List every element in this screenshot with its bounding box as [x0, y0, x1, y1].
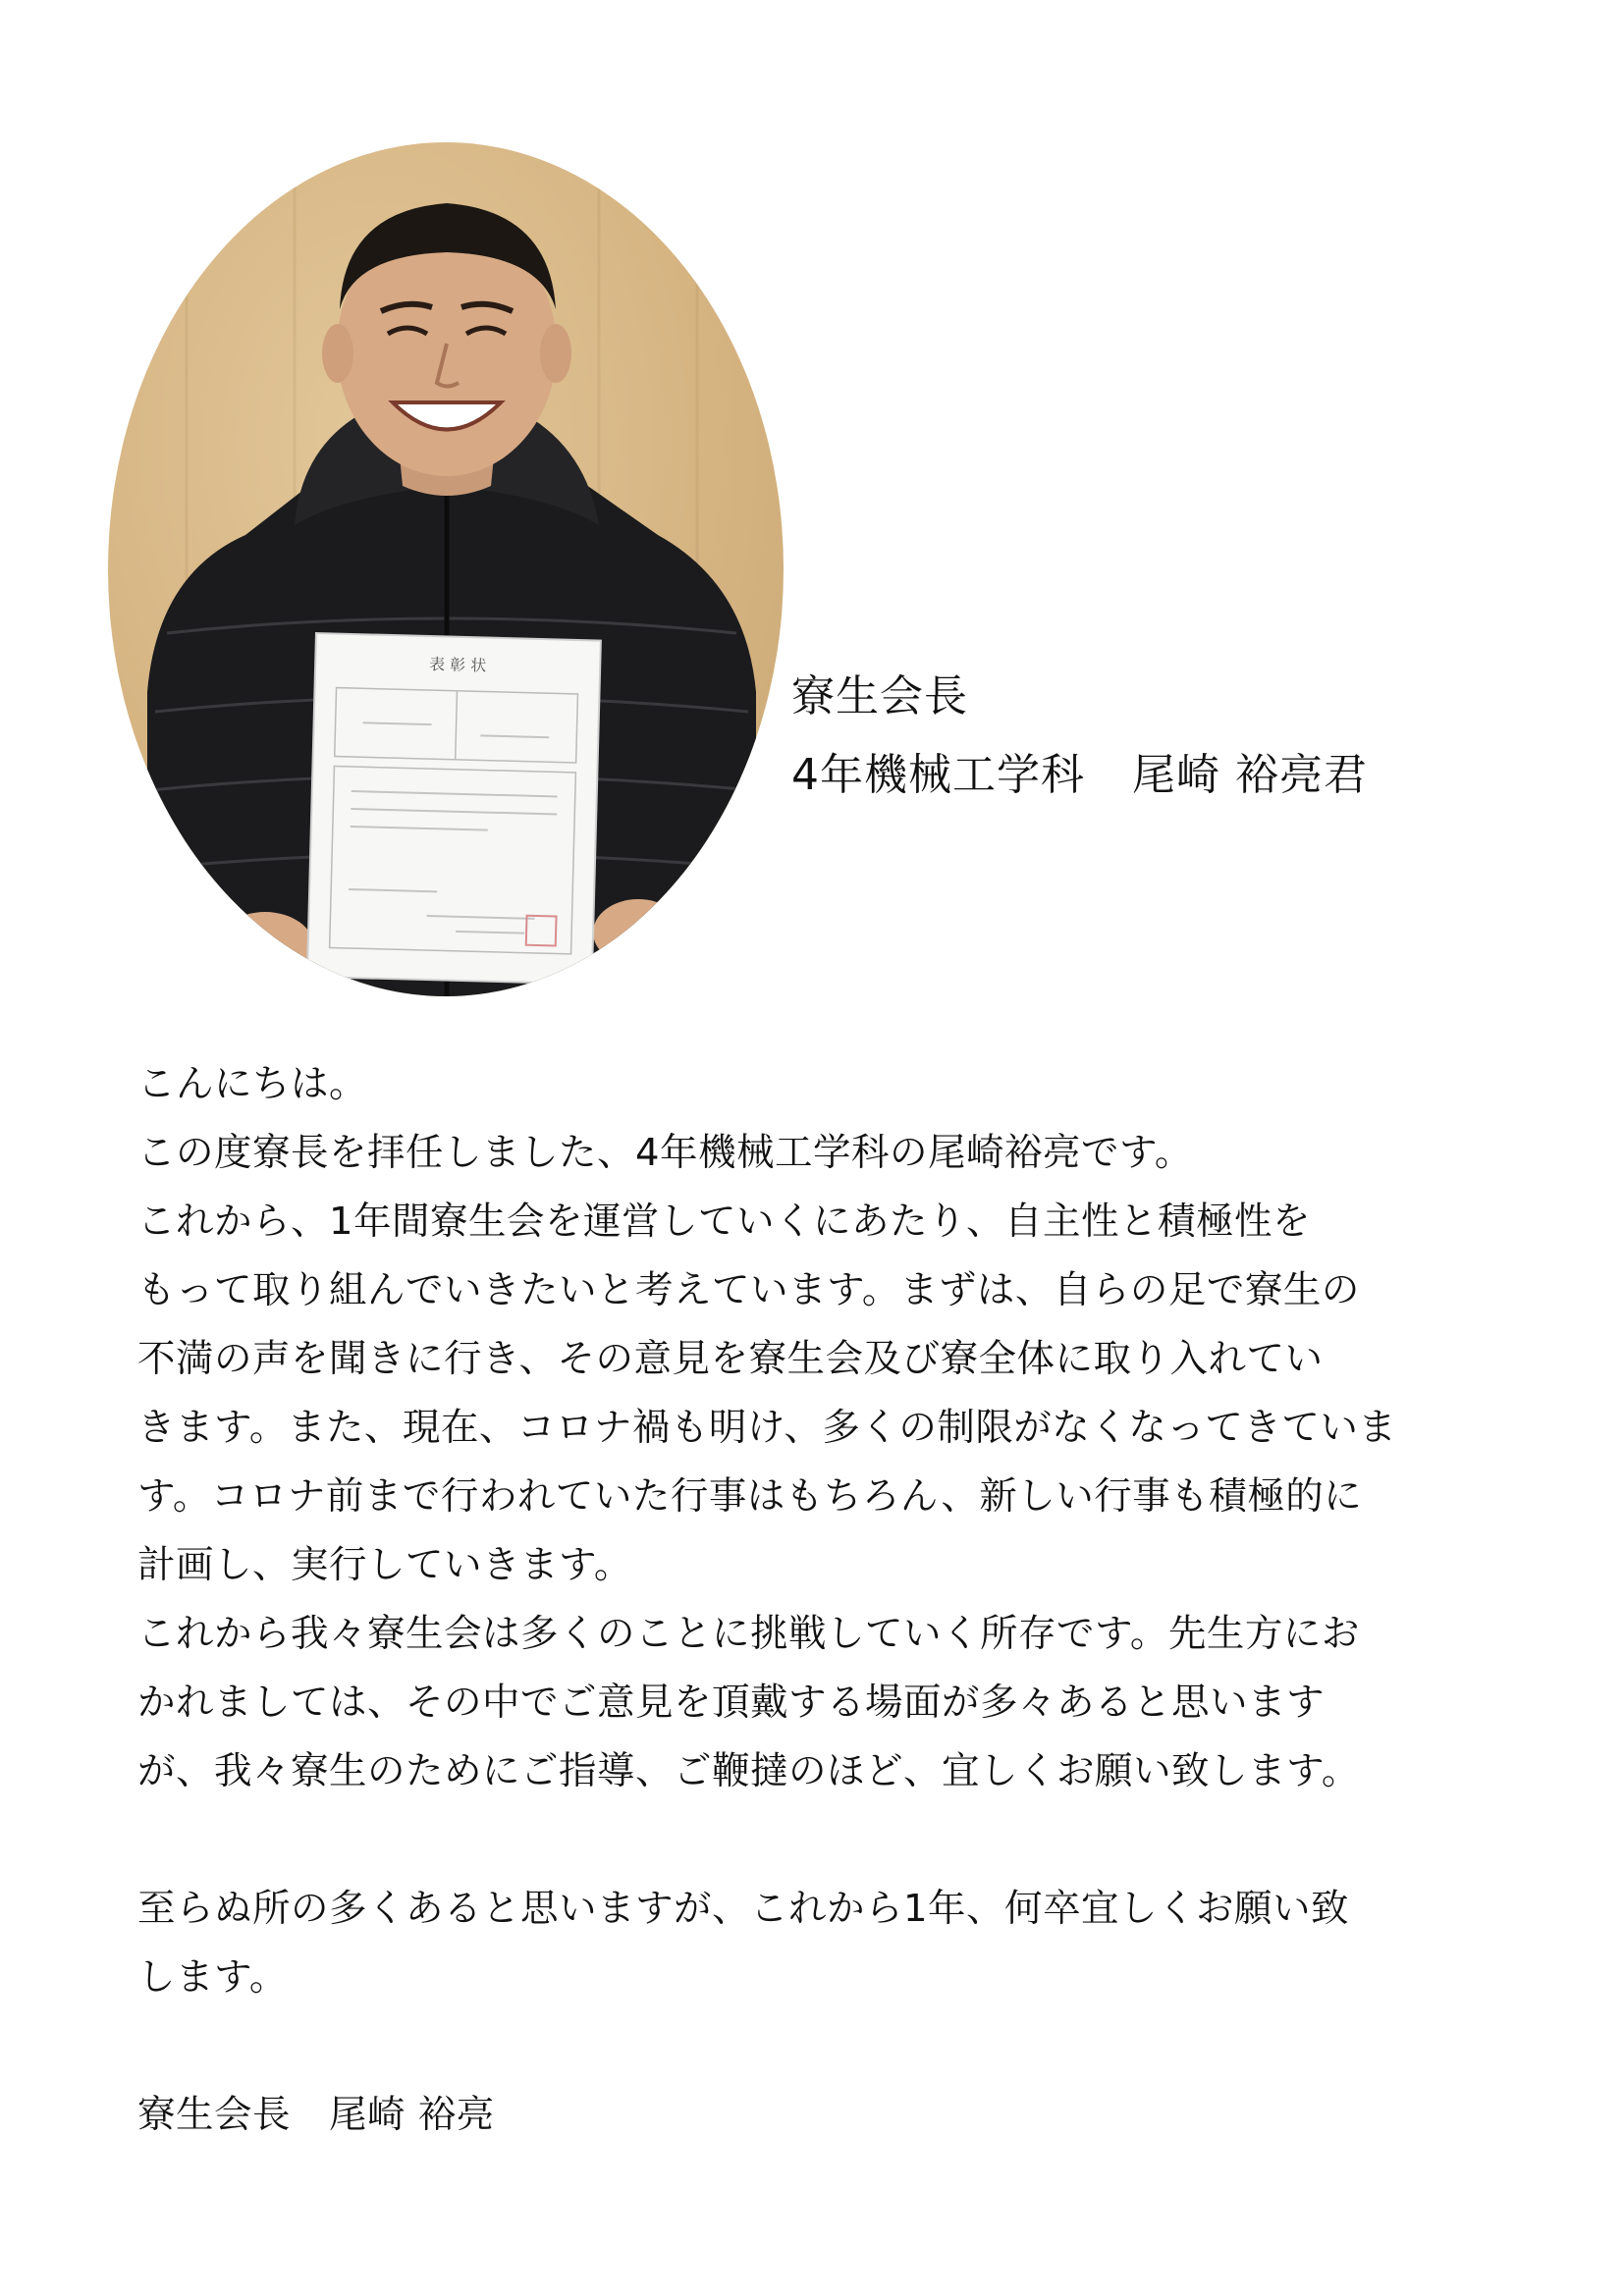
paragraph-gap — [137, 1806, 1512, 1875]
letter-line: します。 — [137, 1955, 288, 2000]
letter-line: これから我々寮生会は多くのことに挑戦していく所存です。先生方にお — [137, 1612, 1360, 1656]
greeting-letter — [137, 1050, 1512, 2150]
caption-name-line — [791, 736, 1368, 815]
letter-line: きます。また、現在、コロナ禍も明け、多くの制限がなくなってきていま — [137, 1406, 1397, 1450]
letter-line: こんにちは。 — [137, 1062, 368, 1106]
letter-line: かれましては、その中でご意見を頂戴する場面が多々あると思います — [137, 1681, 1326, 1725]
letter-line: 不満の声を聞きに行き、その意見を寮生会及び寮全体に取り入れてい — [137, 1337, 1324, 1381]
portrait-illustration — [108, 142, 784, 996]
certificate-heading: 表 彰 状 — [428, 655, 487, 675]
letter-line: 至らぬ所の多くあると思いますが、これから1年、何卒宜しくお願い致 — [137, 1887, 1349, 1931]
paragraph-gap — [137, 2012, 1512, 2081]
letter-signature: 寮生会長 尾崎 裕亮 — [137, 2093, 495, 2137]
letter-line: この度寮長を拝任しました、4年機械工学科の尾崎裕亮です。 — [137, 1131, 1193, 1175]
caption-role: 寮生会長 — [791, 671, 968, 721]
letter-line: 計画し、実行していきます。 — [137, 1543, 632, 1587]
letter-line: が、我々寮生のためにご指導、ご鞭撻のほど、宜しくお願い致します。 — [137, 1749, 1360, 1793]
letter-line: これから、1年間寮生会を運営していくにあたり、自主性と積極性を — [137, 1200, 1311, 1244]
letter-line: もって取り組んでいきたいと考えています。まずは、自らの足で寮生の — [137, 1268, 1360, 1312]
caption-name: 尾崎 裕亮君 — [1132, 750, 1368, 800]
caption-department: 4年機械工学科 — [791, 750, 1085, 800]
letter-line: す。コロナ前まで行われていた行事はもちろん、新しい行事も積極的に — [137, 1474, 1363, 1519]
student-portrait-photo — [108, 142, 784, 996]
profile-caption — [791, 658, 1368, 815]
